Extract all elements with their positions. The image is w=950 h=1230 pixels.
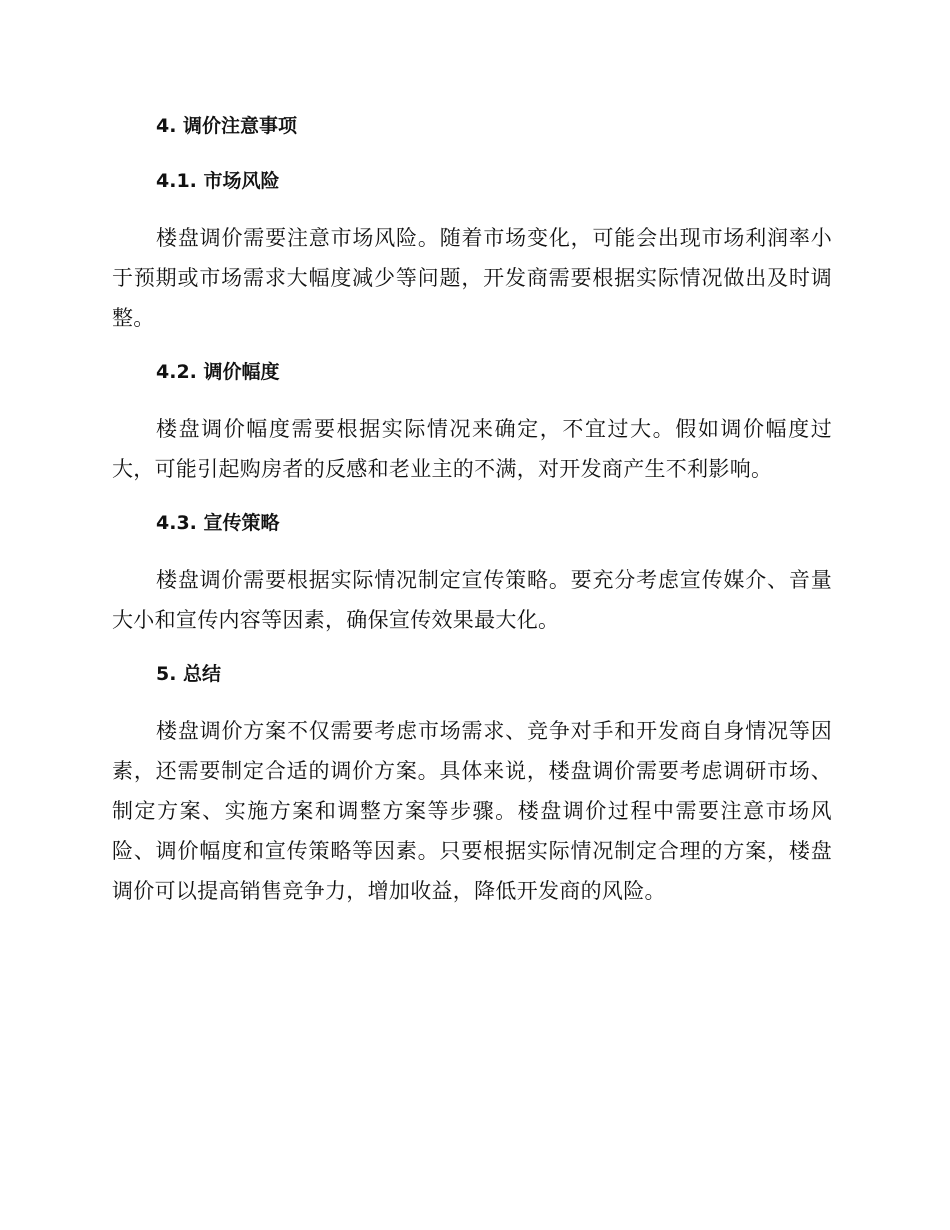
section-heading-5: 5. 总结 bbox=[156, 663, 222, 685]
paragraph-promotion-strategy: 楼盘调价需要根据实际情况制定宣传策略。要充分考虑宣传媒介、音量大小和宣传内容等因素，确保宣传效果最大化。 bbox=[112, 568, 832, 632]
paragraph-summary: 楼盘调价方案不仅需要考虑市场需求、竞争对手和开发商自身情况等因素，还需要制定合适的调价方案。具体来说，楼盘调价需要考虑调研市场、制定方案、实施方案和调整方案等步骤。楼盘调价过程中需要注意市场风险、调价幅度和宣传策略等因素。只要根据实际情况制定合理的方案，楼盘调价可以提高销售竞争力，增加收益，降低开发商的风险。 bbox=[112, 719, 832, 903]
section-heading-4-1: 4.1. 市场风险 bbox=[156, 170, 280, 192]
section-heading-4-2: 4.2. 调价幅度 bbox=[156, 361, 280, 383]
section-heading-4-3: 4.3. 宣传策略 bbox=[156, 512, 280, 534]
section-heading-4: 4. 调价注意事项 bbox=[156, 115, 298, 137]
document-body bbox=[112, 108, 832, 927]
paragraph-price-range: 楼盘调价幅度需要根据实际情况来确定，不宜过大。假如调价幅度过大，可能引起购房者的反感和老业主的不满，对开发商产生不利影响。 bbox=[112, 417, 832, 481]
paragraph-market-risk: 楼盘调价需要注意市场风险。随着市场变化，可能会出现市场利润率小于预期或市场需求大幅度减少等问题，开发商需要根据实际情况做出及时调整。 bbox=[112, 226, 832, 330]
